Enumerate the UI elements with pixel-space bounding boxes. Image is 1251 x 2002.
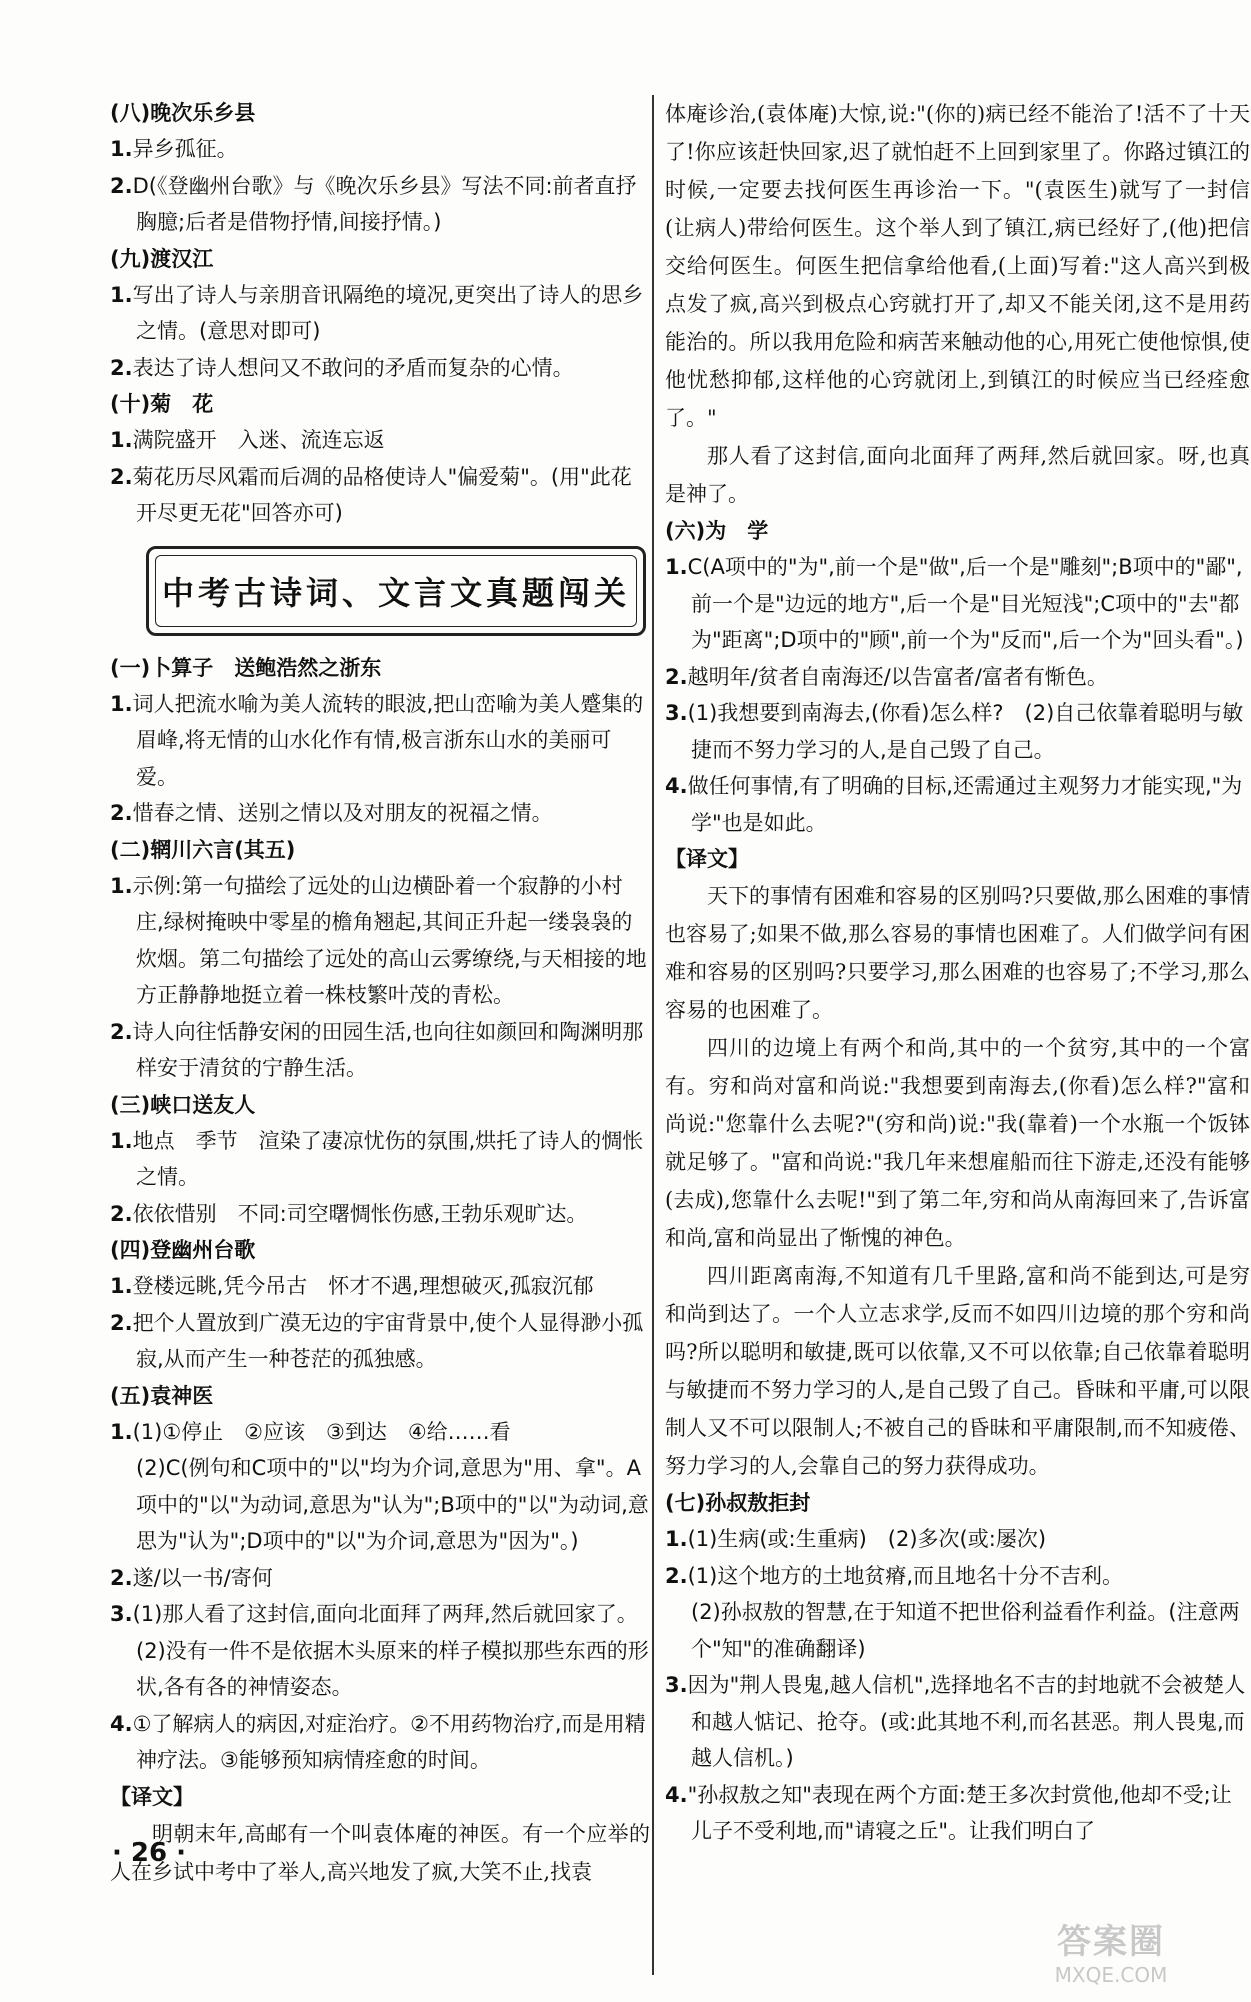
item-number: 1. — [665, 1527, 688, 1551]
item-number: 2. — [110, 1565, 133, 1590]
banner-title: 中考古诗词、文言文真题闯关 — [161, 573, 630, 612]
answer-item — [110, 168, 650, 241]
item-text: 惜春之情、送别之情以及对朋友的祝福之情。 — [132, 801, 553, 825]
translation-label: 【译文】 — [665, 847, 749, 871]
item-text: 遂/以一书/寄何 — [132, 1565, 273, 1590]
answer-item — [110, 422, 650, 459]
section-heading: (十)菊 花 — [110, 392, 214, 416]
answer-item — [665, 1558, 1250, 1595]
item-number: 1. — [110, 1419, 133, 1444]
answer-subitem: (2)没有一件不是依据木头原来的样子模拟那些东西的形状,各有各的神情姿态。 — [136, 1638, 649, 1699]
answer-item — [110, 277, 650, 350]
answer-item — [110, 1596, 650, 1633]
answer-item — [665, 1521, 1250, 1558]
left-column — [110, 95, 650, 1891]
item-text: 菊花历尽风霜而后凋的品格使诗人"偏爱菊"。(用"此花开尽更无花"回答亦可) — [132, 464, 632, 525]
item-number: 2. — [110, 1019, 133, 1044]
item-text: 地点 季节 渲染了凄凉忧伤的氛围,烘托了诗人的惆怅之情。 — [132, 1128, 644, 1189]
answer-item — [665, 659, 1250, 696]
answer-item — [665, 1667, 1250, 1777]
section-heading: (二)辋川六言(其五) — [110, 837, 296, 862]
item-text: 表达了诗人想问又不敢问的矛盾而复杂的心情。 — [132, 355, 574, 380]
item-text: 诗人向往恬静安闲的田园生活,也向往如颜回和陶渊明那样安于清贫的宁静生活。 — [132, 1019, 644, 1080]
page-number: · 26 · — [112, 1838, 187, 1868]
item-number: 1. — [110, 1128, 133, 1153]
item-number: 1. — [665, 555, 688, 579]
answer-item — [110, 459, 650, 532]
item-number: 2. — [665, 1563, 688, 1588]
section-heading: (九)渡汉江 — [110, 246, 214, 271]
section-heading: (六)为 学 — [665, 519, 769, 543]
answer-item — [110, 1123, 650, 1196]
item-number: 1. — [110, 428, 133, 452]
item-text: 把个人置放到广漠无边的宇宙背景中,使个人显得渺小孤寂,从而产生一种苍茫的孤独感。 — [132, 1310, 644, 1371]
item-number: 2. — [110, 464, 133, 489]
item-text: 登楼远眺,凭今吊古 怀才不遇,理想破灭,孤寂沉郁 — [132, 1274, 594, 1298]
item-number: 3. — [665, 701, 688, 725]
item-number: 1. — [110, 691, 133, 716]
item-text: 写出了诗人与亲朋音讯隔绝的境况,更突出了诗人的思乡之情。(意思对即可) — [132, 282, 644, 343]
item-text: 因为"荆人畏鬼,越人信机",选择地名不吉的封地就不会被楚人和越人惦记、抢夺。(或:此其地不利,而名甚恶。荆人畏鬼,而越人信机。) — [687, 1673, 1246, 1770]
answer-item — [110, 1014, 650, 1087]
translation-paragraph: 那人看了这封信,面向北面拜了两拜,然后就回家。呀,也真是神了。 — [665, 444, 1250, 506]
section-heading: (四)登幽州台歌 — [110, 1238, 256, 1262]
item-number: 2. — [110, 173, 133, 198]
item-text: 越明年/贫者自南海还/以告富者/富者有惭色。 — [687, 664, 1108, 689]
item-text: 异乡孤征。 — [132, 137, 238, 161]
answer-subitem: (2)C(例句和C项中的"以"均为介词,意思为"用、拿"。A项中的"以"为动词,意思为"认为";B项中的"以"为动词,意思为"认为";D项中的"以"为介词,意思为"因为"。) — [136, 1456, 649, 1553]
answer-item — [110, 1305, 650, 1378]
watermark-text: 答案圈 — [1057, 1921, 1165, 1962]
answer-item — [110, 1706, 650, 1779]
item-text: C(A项中的"为",前一个是"做",后一个是"雕刻";B项中的"鄙",前一个是"边远的地方",后一个是"目光短浅";C项中的"去"都为"距离";D项中的"顾",前一个为"反而",后一个为"回头看"。) — [687, 555, 1244, 652]
translation-paragraph: 四川距离南海,不知道有几千里路,富和尚不能到达,可是穷和尚到达了。一个人立志求学,反而不如四川边境的那个穷和尚吗?所以聪明和敏捷,既可以依靠,又不可以依靠;自己依靠着聪明与敏捷而不努力学习的人,是自己毁了自己。昏昧和平庸,可以限制人又不可以限制人;不被自己的昏昧和平庸限制,而不知疲倦、努力学习的人,会靠自己的努力获得成功。 — [665, 1264, 1250, 1478]
item-text: (1)这个地方的土地贫瘠,而且地名十分不吉利。 — [687, 1563, 1124, 1588]
item-text: 依依惜别 不同:司空曙惆怅伤感,王勃乐观旷达。 — [132, 1201, 588, 1226]
answer-item — [110, 795, 650, 832]
answer-subitem: (2)孙叔敖的智慧,在于知道不把世俗利益看作利益。(注意两个"知"的准确翻译) — [691, 1600, 1240, 1661]
answer-item — [110, 1414, 650, 1451]
item-text: (1)那人看了这封信,面向北面拜了两拜,然后就回家了。 — [132, 1602, 638, 1626]
answer-item — [110, 868, 650, 1014]
section-heading: (三)峡口送友人 — [110, 1092, 256, 1117]
section-heading: (一)卜算子 送鲍浩然之浙东 — [110, 655, 382, 680]
item-number: 1. — [110, 873, 133, 898]
item-text: 做任何事情,有了明确的目标,还需通过主观努力才能实现,"为学"也是如此。 — [687, 774, 1243, 835]
item-text: (1)我想要到南海去,(你看)怎么样? (2)自己依靠着聪明与敏捷而不努力学习的人,是自己毁了自己。 — [687, 701, 1244, 762]
item-text: 示例:第一句描绘了远处的山边横卧着一个寂静的小村庄,绿树掩映中零星的檐角翘起,其间正升起一缕袅袅的炊烟。第二句描绘了远处的高山云雾缭绕,与天相接的地方正静静地挺立着一株枝繁叶茂的青松。 — [132, 873, 647, 1007]
item-number: 1. — [110, 137, 133, 161]
item-number: 2. — [110, 1201, 133, 1226]
answer-item — [110, 131, 650, 168]
watermark-logo — [1011, 1915, 1211, 1985]
translation-paragraph: 明朝末年,高邮有一个叫袁体庵的神医。有一个应举的人在乡试中考中了举人,高兴地发了疯,大笑不止,找袁 — [110, 1821, 650, 1884]
translation-paragraph: 天下的事情有困难和容易的区别吗?只要做,那么困难的事情也容易了;如果不做,那么容易的事情也困难了。人们做学问有困难和容易的区别吗?只要学习,那么困难的也容易了;不学习,那么容易的也困难了。 — [665, 884, 1250, 1022]
answer-item — [665, 549, 1250, 659]
item-number: 2. — [110, 355, 133, 380]
item-number: 4. — [665, 1782, 688, 1807]
translation-paragraph: 体庵诊治,(袁体庵)大惊,说:"(你的)病已经不能治了!活不了十天了!你应该赶快回家,迟了就怕赶不上回到家里了。你路过镇江的时候,一定要去找何医生再诊治一下。"(袁医生)就写了一封信(让病人)带给何医生。这个举人到了镇江,病已经好了,(他)把信交给何医生。何医生把信拿给他看,(上面)写着:"这人高兴到极点发了疯,高兴到极点心窍就打开了,却又不能关闭,这不是用药能治的。所以我用危险和病苦来触动他的心,用死亡使他惊惧,使他忧愁抑郁,这样他的心窍就闭上,到镇江的时候应当已经痊愈了。" — [665, 102, 1250, 430]
section-heading: (七)孙叔敖拒封 — [665, 1491, 811, 1515]
item-text: (1)生病(或:生重病) (2)多次(或:屡次) — [687, 1527, 1047, 1551]
answer-item — [665, 1777, 1250, 1850]
answer-item — [665, 695, 1250, 768]
column-divider — [652, 95, 654, 1975]
section-heading: (五)袁神医 — [110, 1383, 214, 1408]
item-number: 4. — [110, 1711, 133, 1736]
watermark-url: MXQE.COM — [1054, 1962, 1168, 1987]
item-number: 3. — [110, 1602, 133, 1626]
section-heading: (八)晚次乐乡县 — [110, 101, 256, 125]
translation-label: 【译文】 — [110, 1784, 194, 1809]
answer-item — [110, 1268, 650, 1305]
answer-item — [110, 350, 650, 387]
item-number: 2. — [110, 1310, 133, 1335]
answer-item — [665, 768, 1250, 841]
answer-item — [110, 686, 650, 796]
item-text: ①了解病人的病因,对症治疗。②不用药物治疗,而是用精神疗法。③能够预知病情痊愈的时间。 — [132, 1711, 646, 1772]
item-number: 1. — [110, 282, 133, 307]
item-number: 3. — [665, 1673, 688, 1697]
right-column — [665, 95, 1251, 1850]
section-banner — [146, 546, 646, 636]
item-number: 4. — [665, 774, 688, 798]
item-text: (1)①停止 ②应该 ③到达 ④给……看 — [132, 1419, 511, 1444]
item-text: 满院盛开 入迷、流连忘返 — [132, 428, 385, 452]
item-text: "孙叔敖之知"表现在两个方面:楚王多次封赏他,他却不受;让儿子不受利地,而"请寝之丘"。让我们明白了 — [687, 1782, 1232, 1843]
item-text: D(《登幽州台歌》与《晚次乐乡县》写法不同:前者直抒胸臆;后者是借物抒情,间接抒情。) — [132, 173, 637, 234]
item-number: 1. — [110, 1274, 133, 1298]
item-text: 词人把流水喻为美人流转的眼波,把山峦喻为美人蹙集的眉峰,将无情的山水化作有情,极言浙东山水的美丽可爱。 — [132, 691, 644, 789]
answer-item — [110, 1560, 650, 1597]
item-number: 2. — [665, 664, 688, 689]
item-number: 2. — [110, 801, 133, 825]
translation-paragraph: 四川的边境上有两个和尚,其中的一个贫穷,其中的一个富有。穷和尚对富和尚说:"我想要到南海去,(你看)怎么样?"富和尚说:"您靠什么去呢?"(穷和尚)说:"我(靠着)一个水瓶一个饭钵就足够了。"富和尚说:"我几年来想雇船而往下游走,还没有能够(去成),您靠什么去呢!"到了第二年,穷和尚从南海回来了,告诉富和尚,富和尚显出了惭愧的神色。 — [665, 1036, 1250, 1250]
answer-item — [110, 1196, 650, 1233]
